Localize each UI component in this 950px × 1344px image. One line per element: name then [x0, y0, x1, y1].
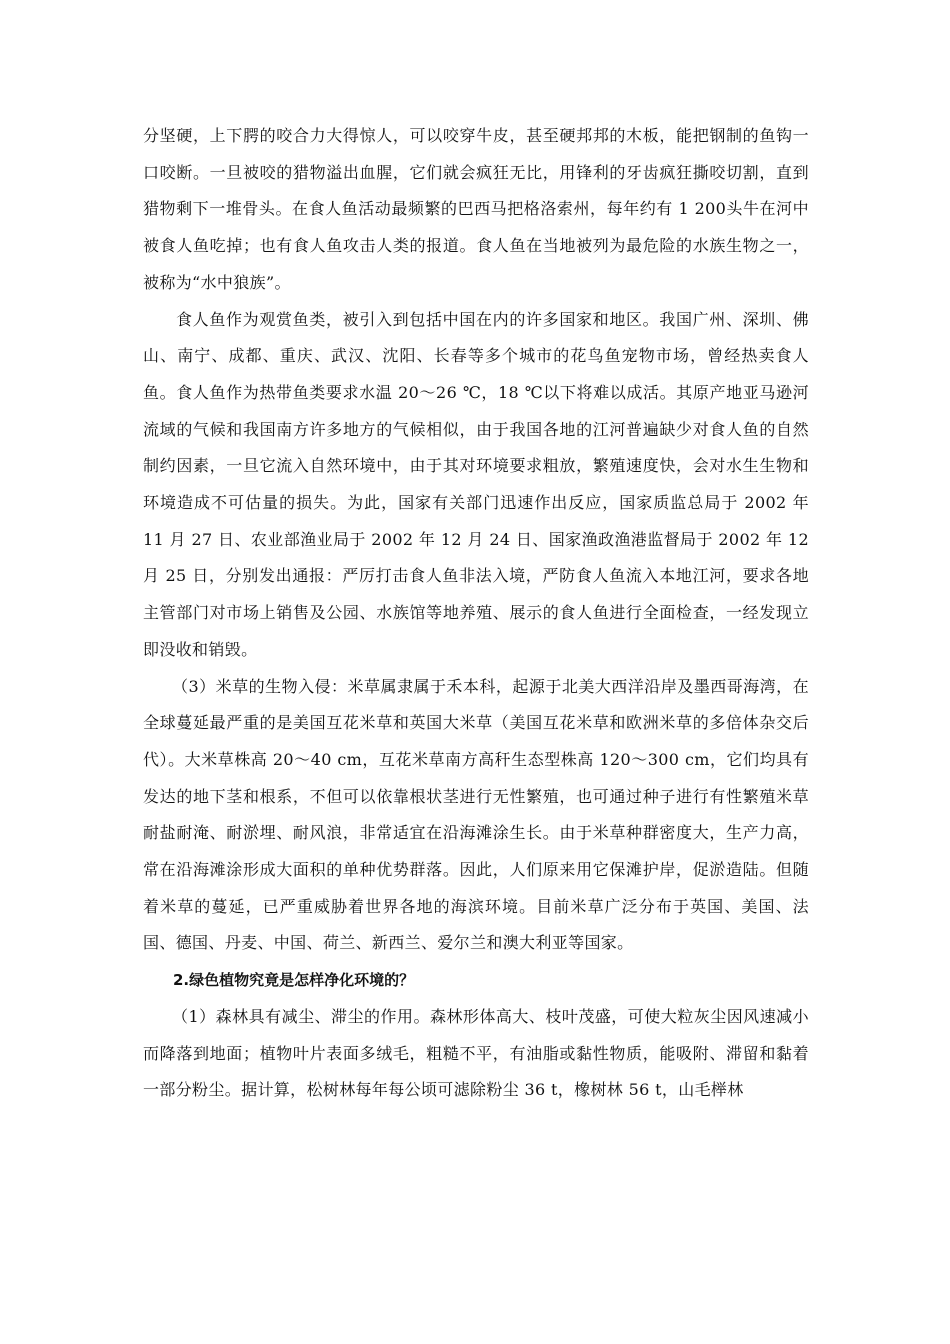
section-heading: 2.绿色植物究竟是怎样净化环境的？ [173, 971, 415, 990]
paragraph-piranha-introduction: 食人鱼作为观赏鱼类，被引入到包括中国在内的许多国家和地区。我国广州、深圳、佛山、南宁、成都、重庆、武汉、沈阳、长春等多个城市的花鸟鱼宠物市场，曾经热卖食人鱼。食人鱼作为热带鱼类要求水温 20～26 ℃，18 ℃以下将难以成活。其原产地亚马逊河流域的气候和我国南方许多地方的气候相似，由于我国各地的江河普遍缺少对食人鱼的自然制约因素，一旦它流入自然环境中，由于其对环境要求粗放，繁殖速度快，会对水生生物和环境造成不可估量的损失。为此，国家有关部门迅速作出反应，国家质监总局于 2002 年 11 月 27 日、农业部渔业局于 2002 年 12 月 24 日、国家渔政渔港监督局于 2002 年 12 月 25 日，分别发出通报：严厉打击食人鱼非法入境，严防食人鱼流入本地江河，要求各地主管部门对市场上销售及公园、水族馆等地养殖、展示的食人鱼进行全面检查，一经发现立即没收和销毁。 [143, 309, 809, 659]
document-body [143, 118, 809, 1109]
paragraph-forest-dust: （1）森林具有减尘、滞尘的作用。森林形体高大、枝叶茂盛，可使大粒灰尘因风速减小而降落到地面；植物叶片表面多绒毛，粗糙不平，有油脂或黏性物质，能吸附、滞留和黏着一部分粉尘。据计算，松树林每年每公顷可滤除粉尘 36 t，橡树林 56 t，山毛榉林 [143, 1006, 809, 1100]
paragraph-spartina-invasion: （3）米草的生物入侵：米草属隶属于禾本科，起源于北美大西洋沿岸及墨西哥海湾，在全球蔓延最严重的是美国互花米草和英国大米草（美国互花米草和欧洲米草的多倍体杂交后代）。大米草株高 20～40 cm，互花米草南方高秆生态型株高 120～300 cm，它们均具有发达的地下茎和根系，不但可以依靠根状茎进行无性繁殖，也可通过种子进行有性繁殖米草耐盐耐淹、耐淤埋、耐风浪，非常适宜在沿海滩涂生长。由于米草种群密度大，生产力高，常在沿海滩涂形成大面积的单种优势群落。因此，人们原来用它保滩护岸，促淤造陆。但随着米草的蔓延，已严重威胁着世界各地的海滨环境。目前米草广泛分布于英国、美国、法国、德国、丹麦、中国、荷兰、新西兰、爱尔兰和澳大利亚等国家。 [143, 676, 809, 953]
paragraph-piranha-description: 分坚硬，上下腭的咬合力大得惊人，可以咬穿牛皮，甚至硬邦邦的木板，能把钢制的鱼钩一口咬断。一旦被咬的猎物溢出血腥，它们就会疯狂无比，用锋利的牙齿疯狂撕咬切割，直到猎物剩下一堆骨头。在食人鱼活动最频繁的巴西马把格洛索州，每年约有 1 200头牛在河中被食人鱼吃掉；也有食人鱼攻击人类的报道。食人鱼在当地被列为最危险的水族生物之一，被称为“水中狼族”。 [143, 126, 809, 292]
